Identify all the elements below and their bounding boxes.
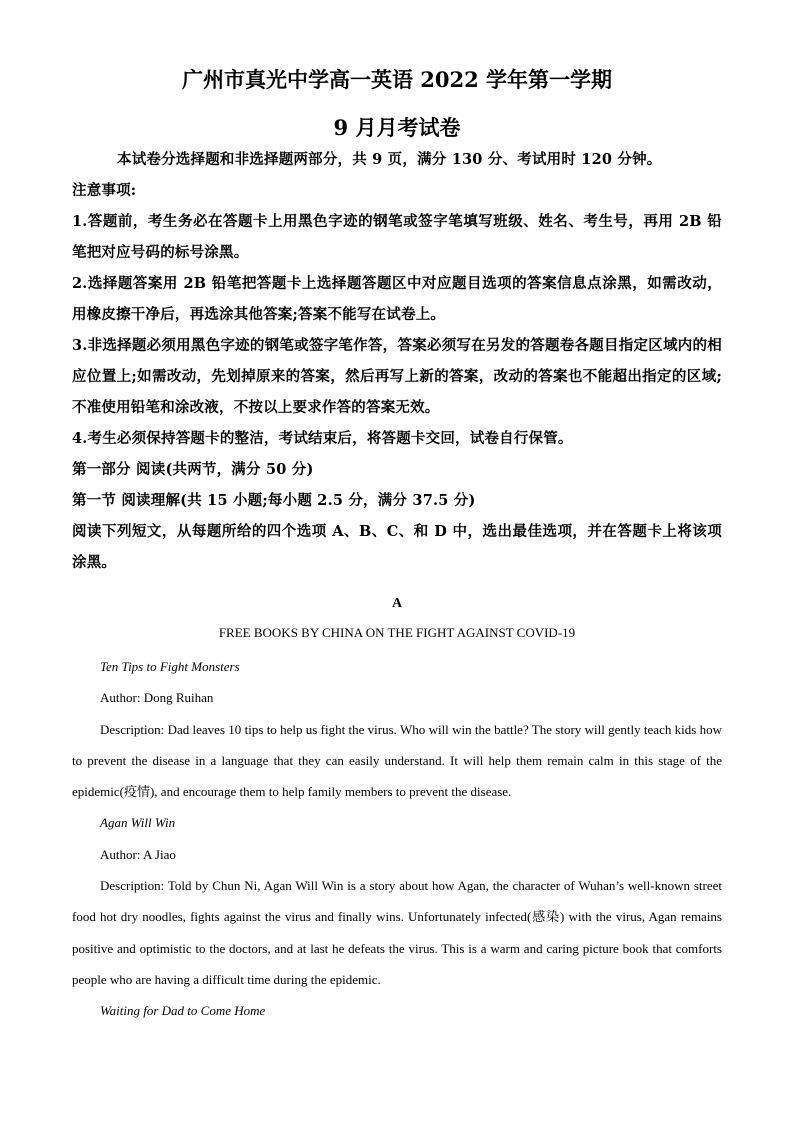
book-author: Author: A Jiao <box>100 846 176 862</box>
book-entry <box>72 995 722 1026</box>
exam-title: 广州市真光中学高一英语 2022 学年第一学期 <box>181 67 613 92</box>
book-description: Description: Dad leaves 10 tips to help us fight the virus. Who will win the battle? The story will gently teach kids how to prevent the disease in a language that they can easily understand. It will help them remain calm in this stage of the epidemic(疫情), and encourage them to help family members to prevent the disease. <box>72 721 722 800</box>
book-entry <box>72 807 722 995</box>
notice-item-2: 2.选择题答案用 2B 铅笔把答题卡上选择题答题区中对应题目选项的答案信息点涂黑，如需改动，用橡皮擦干净后，再选涂其他答案;答案不能写在试卷上。 <box>72 275 722 323</box>
book-description: Description: Told by Chun Ni, Agan Will Win is a story about how Agan, the character of Wuhan’s well-known street food hot dry noodles, fights against the virus and finally wins. Unfortunately infected(感染) with the virus, Agan remains positive and optimistic to the doctors, and at last he defeats the virus. This is a warm and caring picture book that comforts people who are having a difficult time during the epidemic. <box>72 878 722 987</box>
part1-heading: 第一部分 阅读(共两节，满分 50 分) <box>72 461 314 478</box>
notice-item-3: 3.非选择题必须用黑色字迹的钢笔或签字笔作答，答案必须写在另发的答题卷各题目指定区域内的相应位置上;如需改动，先划掉原来的答案，然后再写上新的答案，改动的答案也不能超出指定的区域;不准使用铅笔和涂改液，不按以上要求作答的答案无效。 <box>72 337 722 416</box>
passage-banner: FREE BOOKS BY CHINA ON THE FIGHT AGAINST COVID-19 <box>218 625 576 640</box>
notice-heading: 注意事项: <box>72 182 137 199</box>
book-title: Agan Will Win <box>100 815 176 831</box>
book-author: Author: Dong Ruihan <box>100 690 214 706</box>
passage-label: A <box>391 596 403 611</box>
exam-intro: 本试卷分选择题和非选择题两部分，共 9 页，满分 130 分、考试用时 120 分钟。 <box>117 151 662 168</box>
reading-instruction: 阅读下列短文，从每题所给的四个选项 A、B、C、和 D 中，选出最佳选项，并在答题卡上将该项涂黑。 <box>72 523 722 571</box>
notice-item-1: 1.答题前，考生务必在答题卡上用黑色字迹的钢笔或签字笔填写班级、姓名、考生号，再用 2B 铅笔把对应号码的标号涂黑。 <box>72 213 722 261</box>
section1-heading: 第一节 阅读理解(共 15 小题;每小题 2.5 分，满分 37.5 分) <box>72 492 476 509</box>
book-title: Waiting for Dad to Come Home <box>100 1003 266 1019</box>
book-entry <box>72 651 722 807</box>
exam-subtitle: 9 月月考试卷 <box>333 115 461 140</box>
notice-item-4: 4.考生必须保持答题卡的整洁，考试结束后，将答题卡交回，试卷自行保管。 <box>72 430 573 447</box>
book-title: Ten Tips to Fight Monsters <box>100 659 240 674</box>
